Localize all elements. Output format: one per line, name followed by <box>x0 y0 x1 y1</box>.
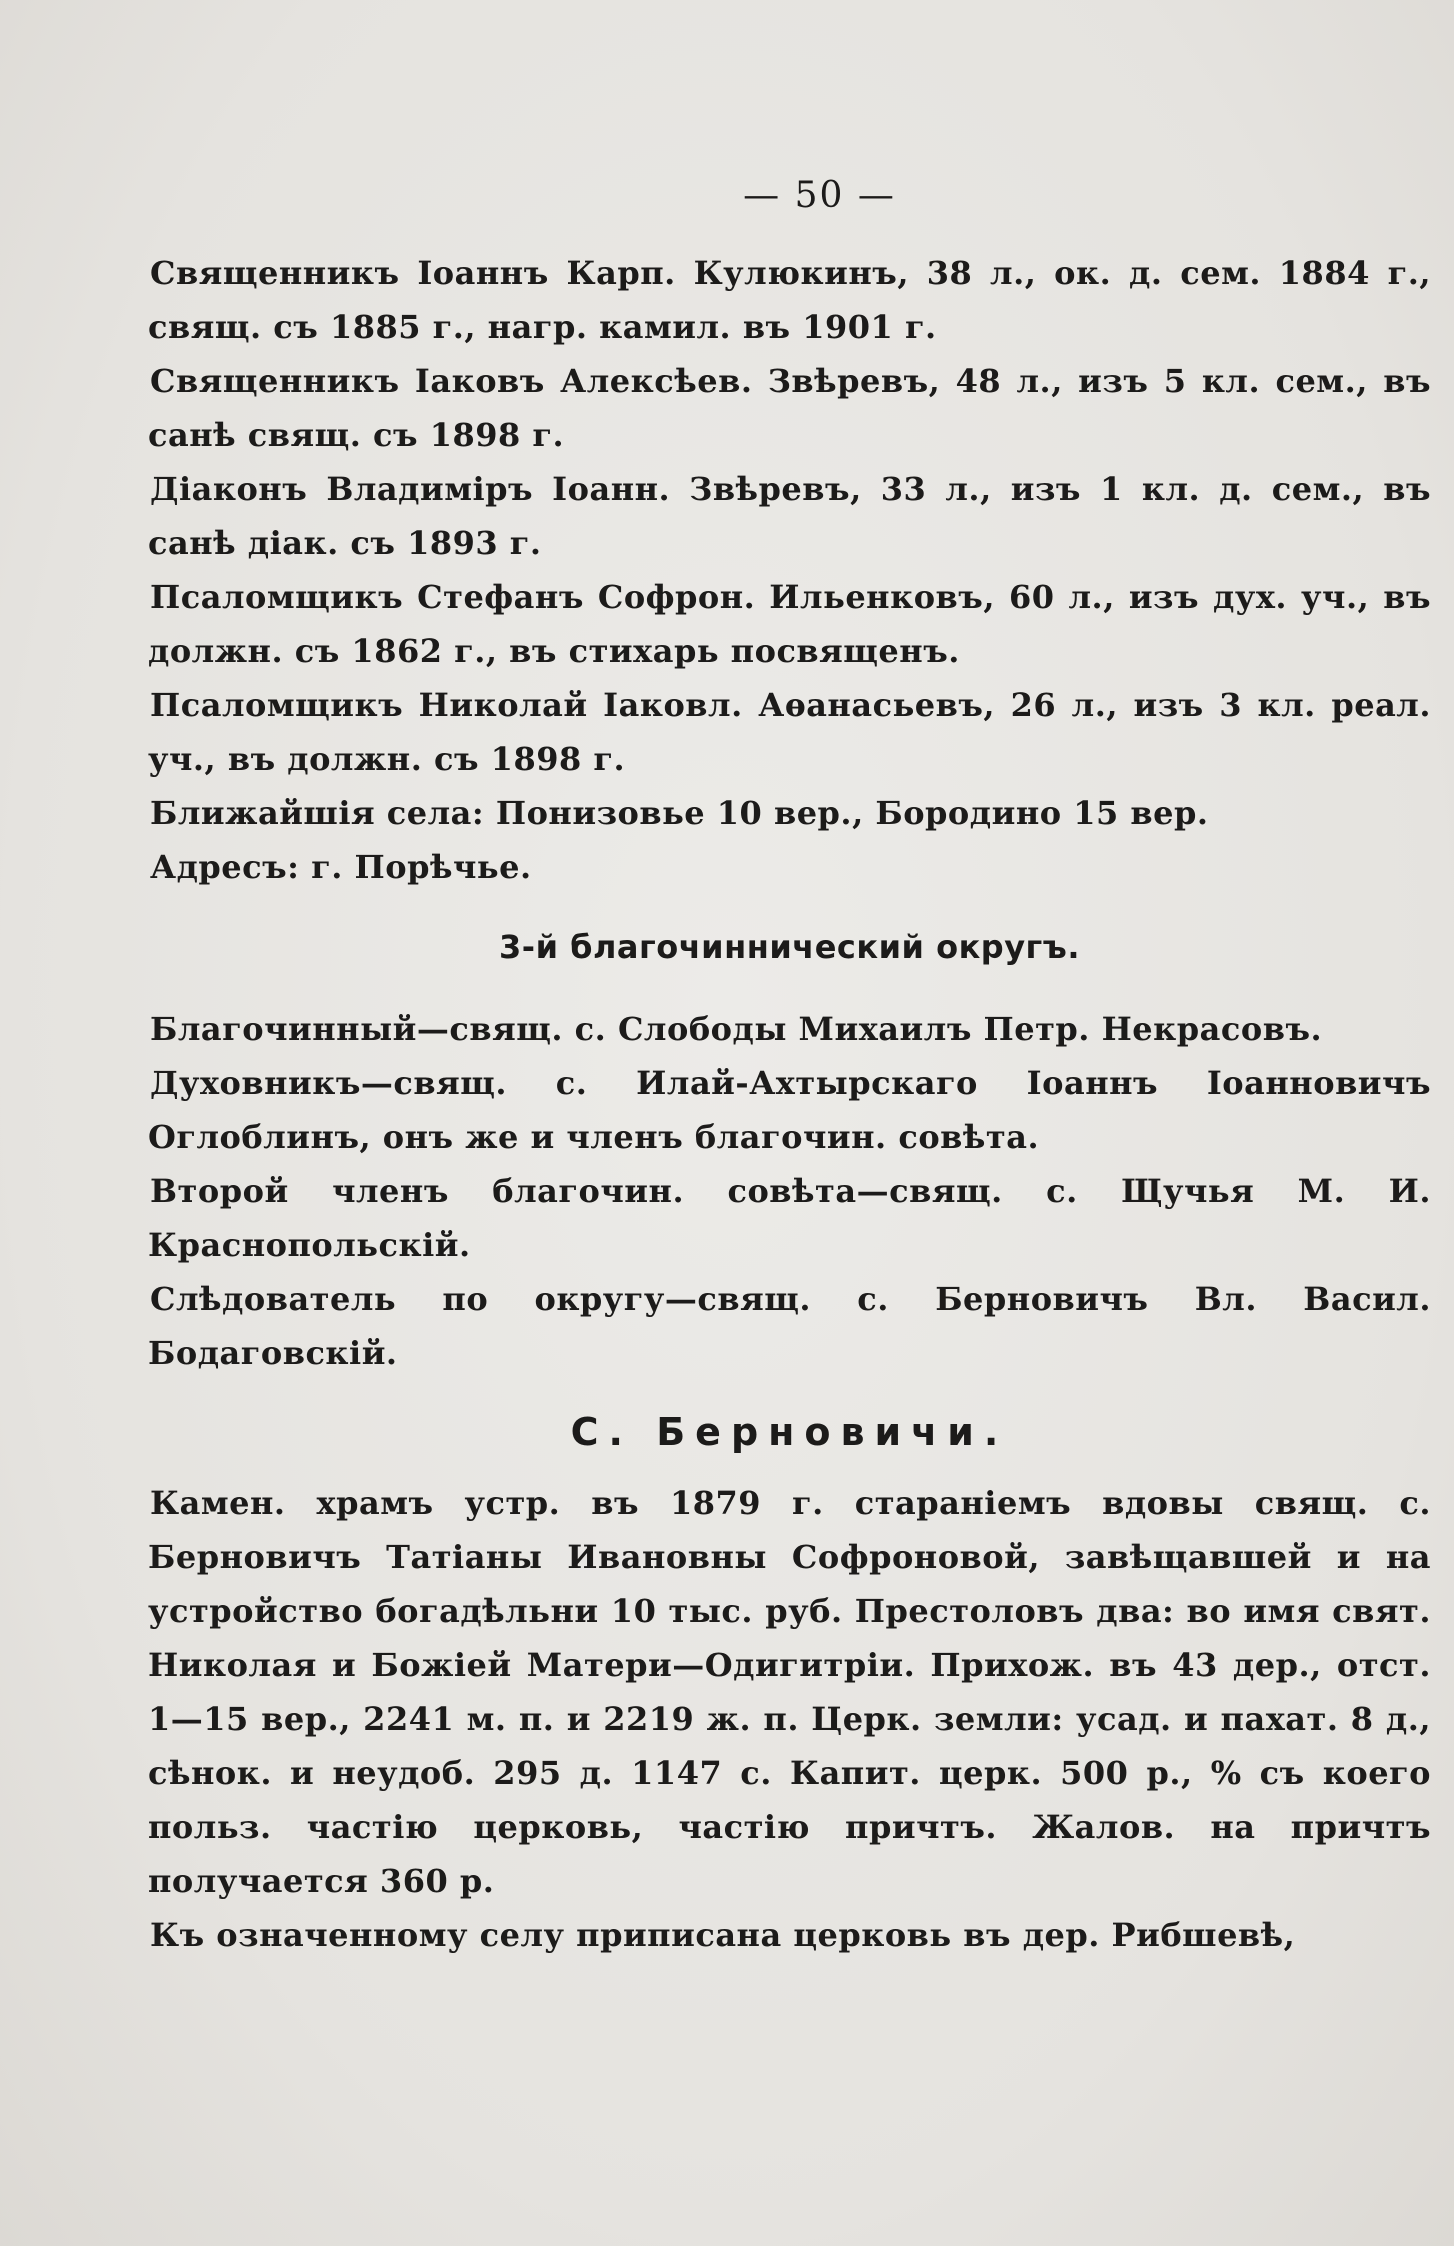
clergy-entry: Псаломщикъ Николай Іаковл. Аѳанасьевъ, 26 л., изъ 3 кл. реал. уч., въ должн. съ 1898 г. <box>148 686 1431 778</box>
clergy-entry: Священникъ Іоаннъ Карп. Кулюкинъ, 38 л., ок. д. сем. 1884 г., свящ. съ 1885 г., нагр. камил. въ 1901 г. <box>148 254 1431 346</box>
page-content <box>148 175 1431 1962</box>
clergy-entry: Священникъ Іаковъ Алексѣев. Звѣревъ, 48 л., изъ 5 кл. сем., въ санѣ свящ. съ 1898 г. <box>148 362 1431 454</box>
district-entry: Второй членъ благочин. совѣта—свящ. с. Щучья М. И. Краснопольскій. <box>148 1172 1431 1264</box>
district-entry: Благочинный—свящ. с. Слободы Михаилъ Петр. Некрасовъ. <box>150 1010 1323 1048</box>
district-officials <box>148 1002 1431 1380</box>
nearest-villages: Ближайшія села: Понизовье 10 вер., Бородино 15 вер. <box>150 794 1209 832</box>
village-description <box>148 1476 1431 1962</box>
clergy-entry: Діаконъ Владиміръ Іоанн. Звѣревъ, 33 л., изъ 1 кл. д. сем., въ санѣ діак. съ 1893 г. <box>148 470 1431 562</box>
village-heading: С. Берновичи. <box>570 1410 1009 1454</box>
village-paragraph: Къ означенному селу приписана церковь въ дер. Рибшевѣ, <box>150 1916 1296 1954</box>
village-paragraph: Камен. храмъ устр. въ 1879 г. стараніемъ вдовы свящ. с. Берновичъ Татіаны Ивановны Софроновой, завѣщавшей и на устройство богадѣльни 10 тыс. руб. Престоловъ два: во имя свят. Николая и Божіей Матери—Одигитріи. Прихож. въ 43 дер., отст. 1—15 вер., 2241 м. п. и 2219 ж. п. Церк. земли: усад. и пахат. 8 д., сѣнок. и неудоб. 295 д. 1147 с. Капит. церк. 500 р., % съ коего польз. частію церковь, частію причтъ. Жалов. на причтъ получается 360 р. <box>148 1484 1431 1900</box>
district-entry: Духовникъ—свящ. с. Илай-Ахтырскаго Іоаннъ Іоанновичъ Оглоблинъ, онъ же и членъ благочин. совѣта. <box>148 1064 1431 1156</box>
clergy-list <box>148 246 1431 894</box>
address-line: Адресъ: г. Порѣчье. <box>150 848 532 886</box>
page-number: — 50 — <box>743 175 896 216</box>
district-heading: 3-й благочиннический округъ. <box>499 928 1080 966</box>
clergy-entry: Псаломщикъ Стефанъ Софрон. Ильенковъ, 60 л., изъ дух. уч., въ должн. съ 1862 г., въ стихарь посвященъ. <box>148 578 1431 670</box>
district-entry: Слѣдователь по округу—свящ. с. Берновичъ Вл. Васил. Бодаговскій. <box>148 1280 1431 1372</box>
